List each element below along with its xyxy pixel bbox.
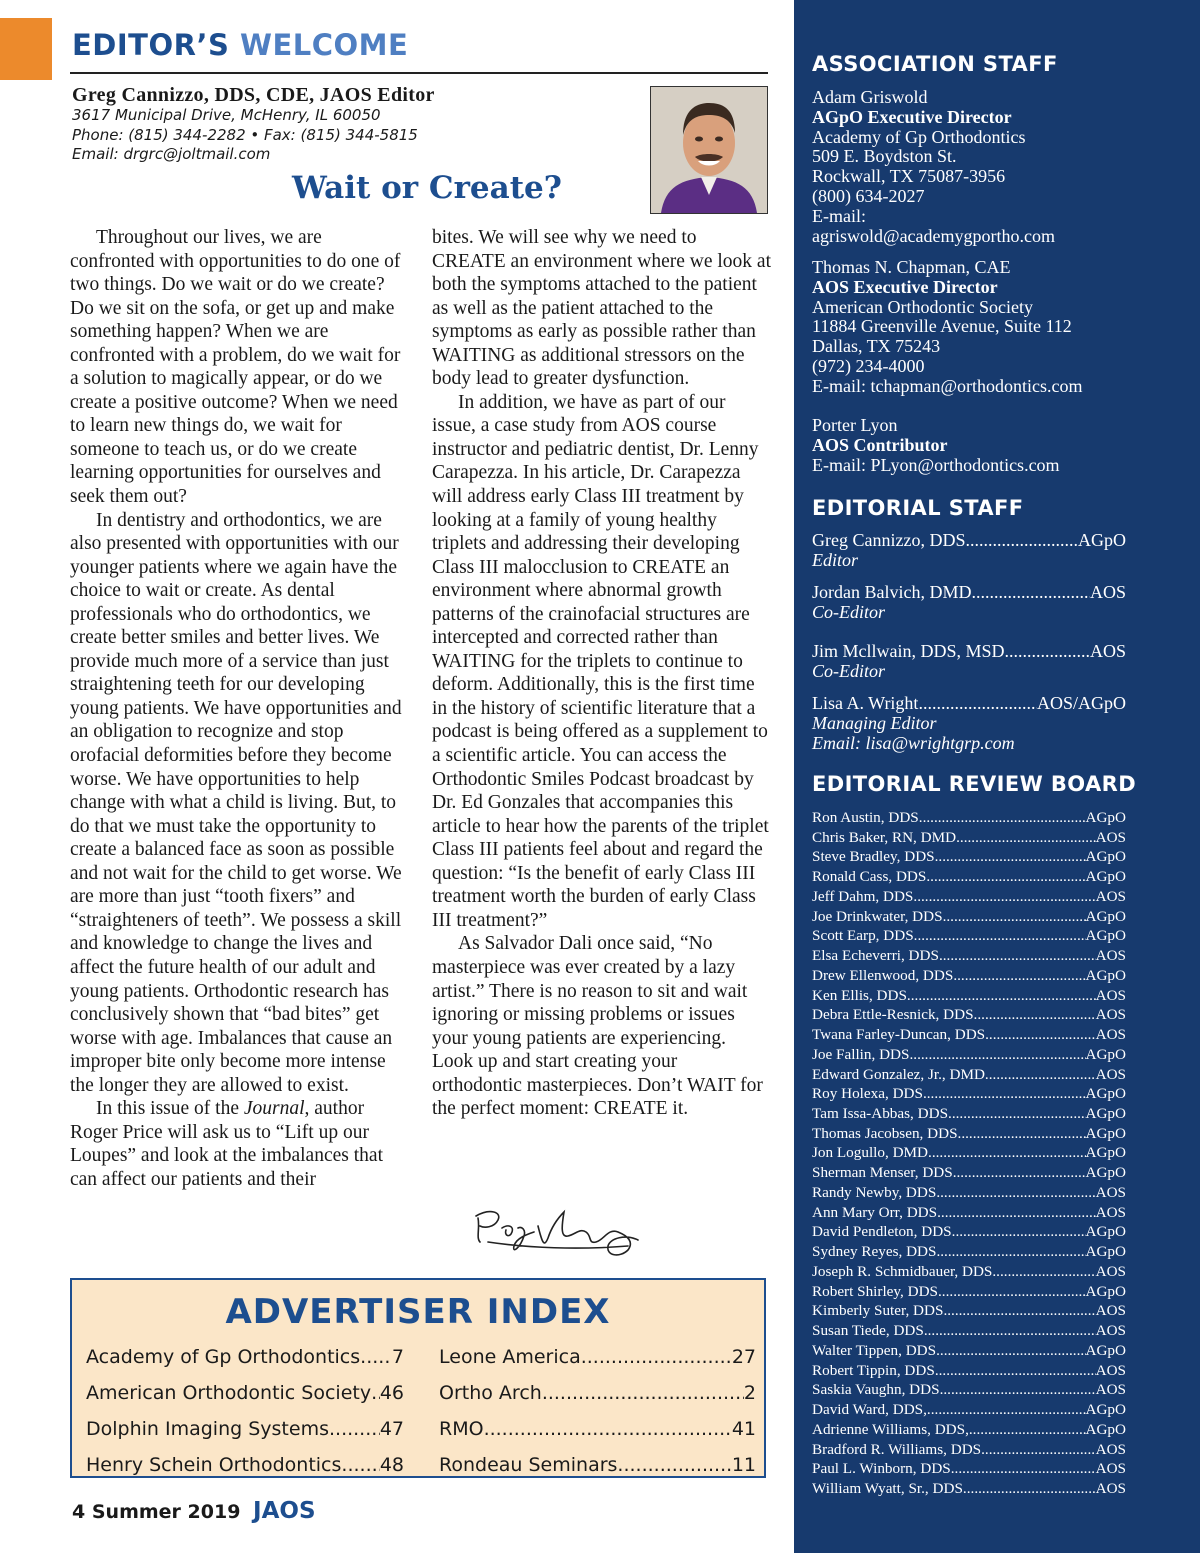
advertiser-list-left <box>86 1342 404 1486</box>
issue-date: Summer 2019 <box>91 1501 241 1523</box>
staff-title: AGpO Executive Director <box>812 106 1012 127</box>
review-board-member: Joe Drinkwater, DDS ..... AGpO <box>812 907 1126 927</box>
journal-italic: Journal <box>243 1098 305 1120</box>
section-color-tab <box>0 18 52 80</box>
review-board-member: Randy Newby, DDS ..... AOS <box>812 1183 1126 1203</box>
page-number: 4 <box>72 1501 86 1523</box>
review-board-member: Tam Issa-Abbas, DDS ..... AGpO <box>812 1104 1126 1124</box>
review-board-member: Ken Ellis, DDS ..... AOS <box>812 986 1126 1006</box>
staff-email-link[interactable]: agriswold@academygportho.com <box>812 225 1056 246</box>
advertiser-entry[interactable]: Leone America ..... 27 <box>439 1342 756 1378</box>
editor-phone-fax: Phone: (815) 344-2282 • Fax: (815) 344-5815 <box>72 125 418 144</box>
review-board-member: Twana Farley-Duncan, DDS ..... AOS <box>812 1025 1126 1045</box>
editor-address: 3617 Municipal Drive, McHenry, IL 60050 <box>72 106 381 124</box>
review-board-member: Roy Holexa, DDS ..... AGpO <box>812 1084 1126 1104</box>
review-board-member: Robert Tippin, DDS ..... AOS <box>812 1361 1126 1381</box>
review-board-member: Joseph R. Schmidbauer, DDS ..... AOS <box>812 1262 1126 1282</box>
review-board-member: Susan Tiede, DDS ..... AOS <box>812 1321 1126 1341</box>
review-board-member: Chris Baker, RN, DMD ..... AOS <box>812 828 1126 848</box>
review-board-member: Thomas Jacobsen, DDS ..... AGpO <box>812 1124 1126 1144</box>
review-board-member: Elsa Echeverri, DDS ..... AOS <box>812 946 1126 966</box>
review-board-member: Jon Logullo, DMD ..... AGpO <box>812 1143 1126 1163</box>
association-staff-heading: ASSOCIATION STAFF <box>812 52 1058 76</box>
editorial-staff-entry: Greg Cannizzo, DDS ..... AGpO Editor <box>812 530 1126 570</box>
review-board-member: Sydney Reyes, DDS ..... AGpO <box>812 1242 1126 1262</box>
article-column-2 <box>432 226 772 1121</box>
review-board-member: Debra Ettle-Resnick, DDS ..... AOS <box>812 1005 1126 1025</box>
article-paragraph: Throughout our lives, we are confronted with opportunities to do one of two things. Do we wait or do we create? Do we sit on the sofa, or get up and make something happen? When we are confronted with a problem, do we wait for a solution to magically appear, or do we create a positive outcome? When we need to learn new things do, we wait for someone to teach us, or do we create learning opportunities for ourselves and seek them out? <box>70 227 401 508</box>
editorial-staff-entry: Lisa A. Wright ..... AOS/AGpO Managing Editor Email: lisa@wrightgrp.com <box>812 693 1126 753</box>
staff-sidebar <box>794 0 1200 1553</box>
review-board-member: Walter Tippen, DDS ..... AGpO <box>812 1341 1126 1361</box>
editorial-staff-heading: EDITORIAL STAFF <box>812 496 1024 520</box>
staff-entry <box>812 416 1192 475</box>
review-board-member: Jeff Dahm, DDS ..... AOS <box>812 887 1126 907</box>
review-board-member: David Ward, DDS, ..... AGpO <box>812 1400 1126 1420</box>
article-paragraph: bites. We will see why we need to CREATE an environment where we look at both the symptoms attached to the patient as well as the patient attached to the symptoms as early as possible rather than WAITING as additional stressors on the body lead to greater dysfunction. <box>432 227 771 390</box>
editor-signature <box>468 1198 648 1262</box>
review-board-member: Saskia Vaughn, DDS ..... AOS <box>812 1380 1126 1400</box>
editorial-staff-entry: Jordan Balvich, DMD ..... AOS Co-Editor <box>812 582 1126 622</box>
advertiser-index-title: ADVERTISER INDEX <box>225 1292 611 1332</box>
review-board-member: Paul L. Winborn, DDS ..... AOS <box>812 1459 1126 1479</box>
review-board-member: Sherman Menser, DDS ..... AGpO <box>812 1163 1126 1183</box>
review-board-member: Adrienne Williams, DDS, ..... AGpO <box>812 1420 1126 1440</box>
staff-entry: Adam Griswold AGpO Executive Director Academy of Gp Orthodontics 509 E. Boydston St. Rockwall, TX 75087-3956 (800) 634-2027 E-mail: agriswold@academygportho.com <box>812 88 1192 246</box>
advertiser-list-right <box>439 1342 756 1486</box>
review-board-member: Joe Fallin, DDS ..... AGpO <box>812 1045 1126 1065</box>
staff-name: Adam Griswold <box>812 87 928 107</box>
editor-name: Greg Cannizzo, DDS, CDE, JAOS Editor <box>72 84 435 106</box>
staff-entry: Thomas N. Chapman, CAE AOS Executive Director American Orthodontic Society 11884 Greenville Avenue, Suite 112 Dallas, TX 75243 (972) 234-4000 E-mail: tchapman@orthodontics.com <box>812 258 1192 397</box>
journal-name: JAOS <box>253 1498 316 1524</box>
advertiser-entry[interactable]: Henry Schein Orthodontics ..... 48 <box>86 1450 404 1486</box>
advertiser-entry[interactable]: RMO ..... 41 <box>439 1414 756 1450</box>
staff-email-link[interactable]: E-mail: tchapman@orthodontics.com <box>812 375 1083 396</box>
editor-portrait <box>650 86 768 214</box>
review-board-list <box>812 808 1126 1499</box>
advertiser-entry[interactable]: Rondeau Seminars ..... 11 <box>439 1450 756 1486</box>
article-paragraph: In this issue of the Journal, author Roger Price will ask us to “Lift up our Loupes” and look at the imbalances that can affect our patients and their <box>70 1098 383 1190</box>
editor-contact <box>72 106 418 165</box>
editor-email-link[interactable]: Email: lisa@wrightgrp.com <box>812 733 1015 753</box>
page-footer <box>72 1498 316 1524</box>
editorial-staff-entry: Jim Mcllwain, DDS, MSD ..... AOS Co-Editor <box>812 641 1126 681</box>
review-board-member: Scott Earp, DDS ..... AGpO <box>812 926 1126 946</box>
review-board-member: Ronald Cass, DDS ..... AGpO <box>812 867 1126 887</box>
article-paragraph: As Salvador Dali once said, “No masterpiece was ever created by a lazy artist.” There is no reason to sit and wait ignoring or missing problems or issues your young patients are experiencing. Look up and start creating your orthodontic masterpieces. Don’t WAIT for the perfect moment: CREATE it. <box>432 933 763 1120</box>
review-board-member: Bradford R. Williams, DDS ..... AOS <box>812 1440 1126 1460</box>
staff-name: Porter Lyon <box>812 415 898 435</box>
review-board-member: Ron Austin, DDS ..... AGpO <box>812 808 1126 828</box>
review-board-member: Ann Mary Orr, DDS ..... AOS <box>812 1203 1126 1223</box>
advertiser-index <box>70 1278 766 1478</box>
staff-title: AOS Contributor <box>812 434 948 455</box>
staff-email-link[interactable]: E-mail: PLyon@orthodontics.com <box>812 454 1060 475</box>
review-board-member: Edward Gonzalez, Jr., DMD ..... AOS <box>812 1065 1126 1085</box>
review-board-member: Kimberly Suter, DDS ..... AOS <box>812 1301 1126 1321</box>
section-heading <box>72 28 408 62</box>
review-board-heading: EDITORIAL REVIEW BOARD <box>812 772 1137 796</box>
editor-email: Email: drgrc@joltmail.com <box>72 145 271 163</box>
review-board-member: Drew Ellenwood, DDS ..... AGpO <box>812 966 1126 986</box>
advertiser-entry[interactable]: Dolphin Imaging Systems ..... 47 <box>86 1414 404 1450</box>
staff-name: Thomas N. Chapman, CAE <box>812 257 1011 277</box>
article-title: Wait or Create? <box>292 170 562 206</box>
heading-rule <box>70 72 768 74</box>
advertiser-entry[interactable]: Ortho Arch ..... 2 <box>439 1378 756 1414</box>
article-paragraph: In addition, we have as part of our issue, a case study from AOS course instructor and pediatric dentist, Dr. Lenny Carapezza. In his article, Dr. Carapezza will address early Class III treatment by looking at a family of young healthy triplets and addressing their developing Class III malocclusion to CREATE an environment where abnormal growth patterns of the crainofacial structures are intercepted and corrected rather than WAITING for the triplets to continue to deform. Additionally, this is the first time in the history of scientific literature that a podcast is being offered as a supplement to a scientific article. You can access the Orthodontic Smiles Podcast broadcast by Dr. Ed Gonzales that accompanies this article to hear how the parents of the triplet Class III patients feel about and regard the question: “Is the benefit of early Class III treatment worth the burden of early Class III treatment?” <box>432 391 769 931</box>
review-board-member: Steve Bradley, DDS ..... AGpO <box>812 847 1126 867</box>
article-paragraph: In dentistry and orthodontics, we are also presented with opportunities with our younger patients where we again have the choice to wait or create. As dental professionals who do orthodontics, we create better smiles and better lives. We provide much more of a service than just straightening teeth for our developing young patients. We have opportunities and an obligation to recognize and stop orofacial deformities before they become worse. We have opportunities to help change with what a child is living. But, to do that we must take the opportunity to create a balanced face as soon as possible and not wait for the child to get worse. We are more than just “tooth fixers” and “straighteners of teeth”. We possess a skill and knowledge to change the lives and affect the future health of our adult and young patients. Orthodontic research has conclusively shown that “bad bites” get worse with age. Imbalances that cause an improper bite only become more intense the longer they are allowed to exist. <box>70 509 402 1096</box>
article-column-1 <box>70 226 410 1191</box>
section-heading-word2: WELCOME <box>239 28 409 62</box>
review-board-member: William Wyatt, Sr., DDS ..... AOS <box>812 1479 1126 1499</box>
review-board-member: Robert Shirley, DDS ..... AGpO <box>812 1282 1126 1302</box>
advertiser-entry[interactable]: American Orthodontic Society ..... 46 <box>86 1378 404 1414</box>
advertiser-entry[interactable]: Academy of Gp Orthodontics ..... 7 <box>86 1342 404 1378</box>
staff-title: AOS Executive Director <box>812 276 998 297</box>
review-board-member: David Pendleton, DDS ..... AGpO <box>812 1222 1126 1242</box>
section-heading-word1: EDITOR’S <box>72 28 230 62</box>
